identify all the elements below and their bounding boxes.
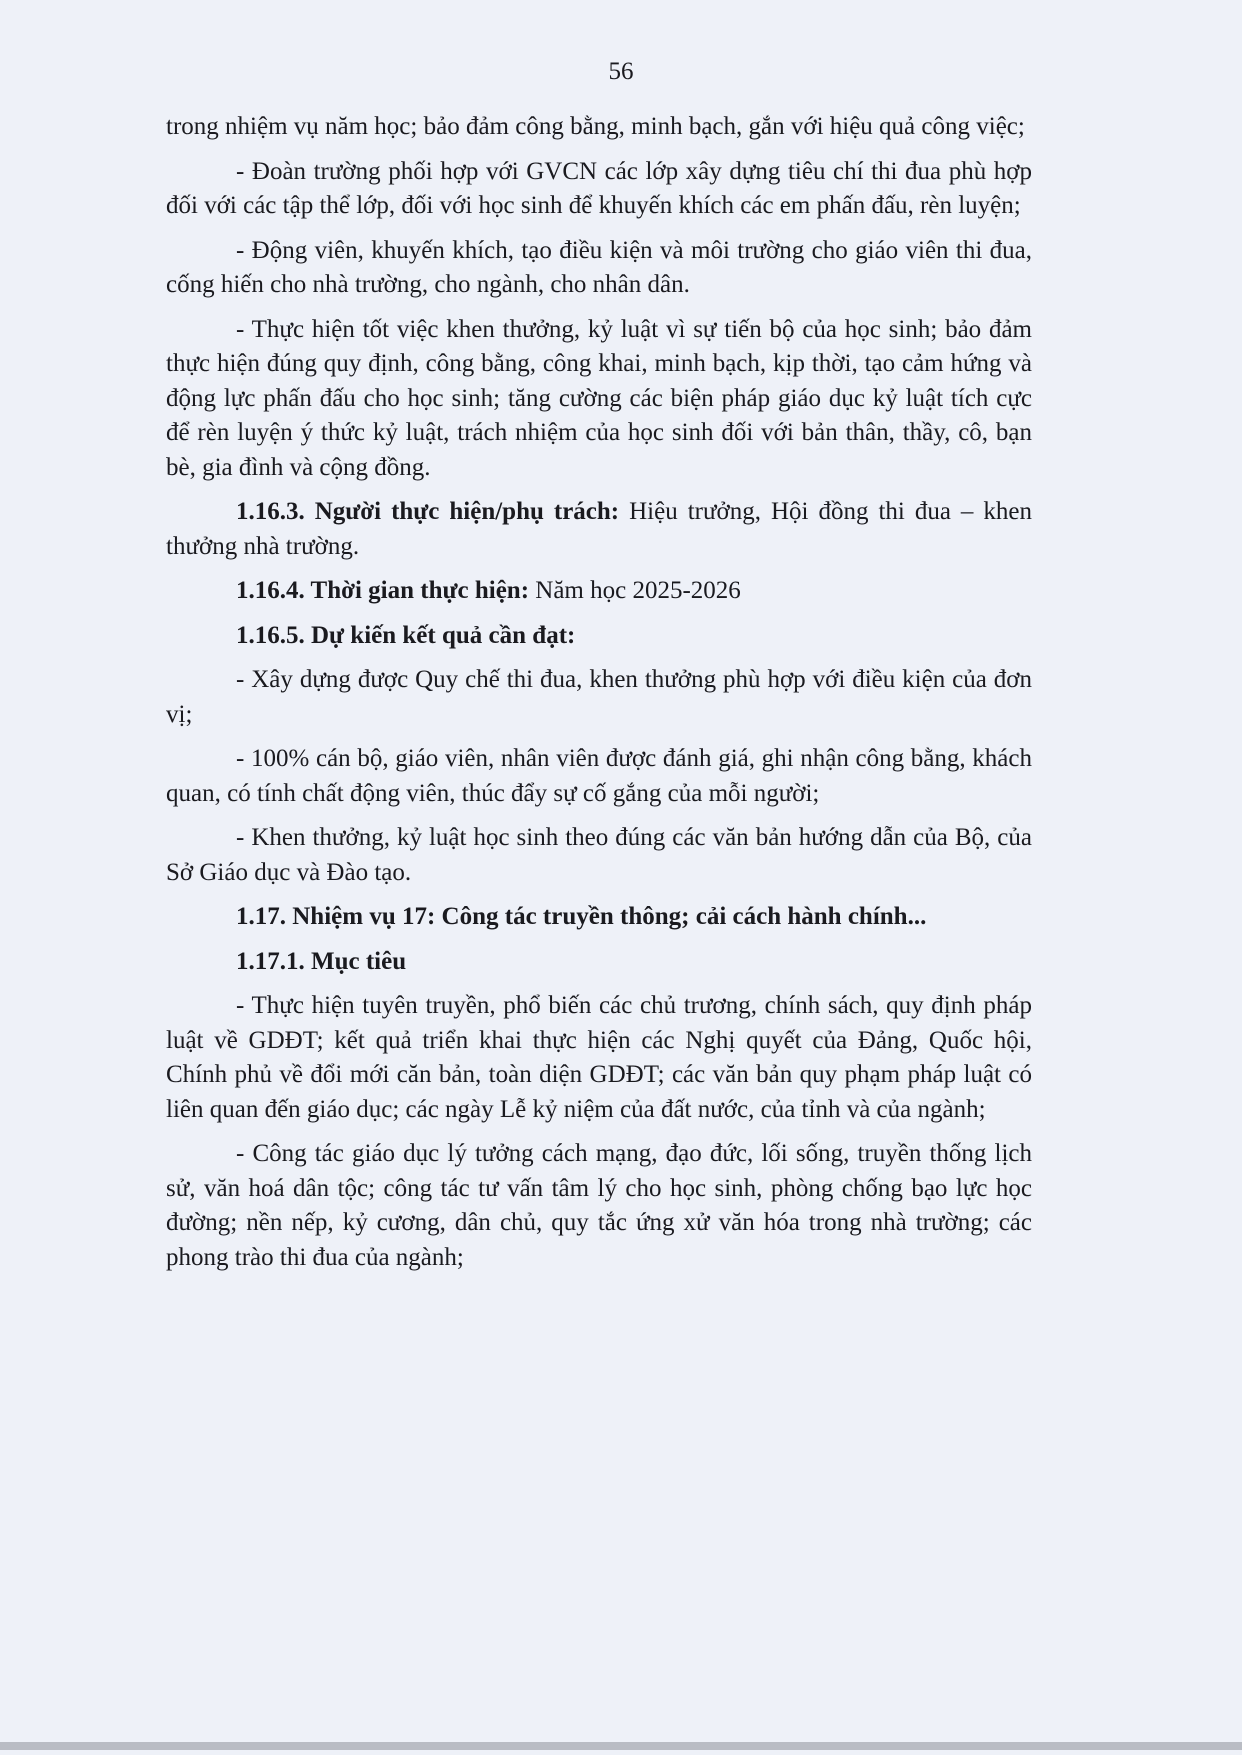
paragraph-text: Năm học 2025-2026 [529,577,741,604]
paragraph: trong nhiệm vụ năm học; bảo đảm công bằng, minh bạch, gắn với hiệu quả công việc; [166,113,1025,140]
scan-edge [0,1742,1242,1750]
paragraph: - Xây dựng được Quy chế thi đua, khen thưởng phù hợp với điều kiện của đơn vị; [166,666,1032,728]
heading: 1.17.1. Mục tiêu [236,947,407,975]
section-1-16-4 [166,574,1032,609]
paragraph: - Thực hiện tuyên truyền, phổ biến các chủ trương, chính sách, quy định pháp luật về GDĐT; kết quả triển khai thực hiện các Nghị quyết của Đảng, Quốc hội, Chính phủ về đổi mới căn bản, toàn diện GDĐT; các văn bản quy phạm pháp luật có liên quan đến giáo dục; các ngày Lễ kỷ niệm của đất nước, của tỉnh và của ngành; [166,992,1032,1123]
page-number: 56 [608,58,634,85]
paragraph: - Công tác giáo dục lý tưởng cách mạng, đạo đức, lối sống, truyền thống lịch sử, văn hoá dân tộc; công tác tư vấn tâm lý cho học sinh, phòng chống bạo lực học đường; nền nếp, kỷ cương, dân chủ, quy tắc ứng xử văn hóa trong nhà trường; các phong trào thi đua của ngành; [166,1140,1032,1271]
heading: 1.16.4. Thời gian thực hiện: [236,577,530,604]
heading: 1.17. Nhiệm vụ 17: Công tác truyền thông; cải cách hành chính... [236,903,927,930]
section-1-16-3 [166,495,1032,564]
paragraph: - Đoàn trường phối hợp với GVCN các lớp xây dựng tiêu chí thi đua phù hợp đối với các tập thể lớp, đối với học sinh để khuyến khích các em phấn đấu, rèn luyện; [166,157,1032,219]
section-1-17 [166,900,1032,935]
paragraph: - 100% cán bộ, giáo viên, nhân viên được đánh giá, ghi nhận công bằng, khách quan, có tính chất động viên, thúc đẩy sự cố gắng của mỗi người; [166,745,1032,807]
heading: 1.16.5. Dự kiến kết quả cần đạt: [236,621,576,649]
heading: 1.16.3. Người thực hiện/phụ trách: [236,498,620,525]
section-1-16-5 [166,619,1032,654]
paragraph: - Khen thưởng, kỷ luật học sinh theo đúng các văn bản hướng dẫn của Bộ, của Sở Giáo dục và Đào tạo. [166,824,1032,886]
paragraph: - Thực hiện tốt việc khen thưởng, kỷ luật vì sự tiến bộ của học sinh; bảo đảm thực hiện đúng quy định, công bằng, công khai, minh bạch, kịp thời, tạo cảm hứng và động lực phấn đấu cho học sinh; tăng cường các biện pháp giáo dục kỷ luật tích cực để rèn luyện ý thức kỷ luật, trách nhiệm của học sinh đối với bản thân, thầy, cô, bạn bè, gia đình và cộng đồng. [166,315,1032,481]
paragraph-text: Hiệu trưởng, Hội đồng thi đua – khen thưởng nhà trường. [166,498,1032,560]
paragraph: - Động viên, khuyến khích, tạo điều kiện và môi trường cho giáo viên thi đua, cống hiến cho nhà trường, cho ngành, cho nhân dân. [166,236,1032,298]
document-body [166,110,1032,1285]
section-1-17-1 [166,945,1032,980]
